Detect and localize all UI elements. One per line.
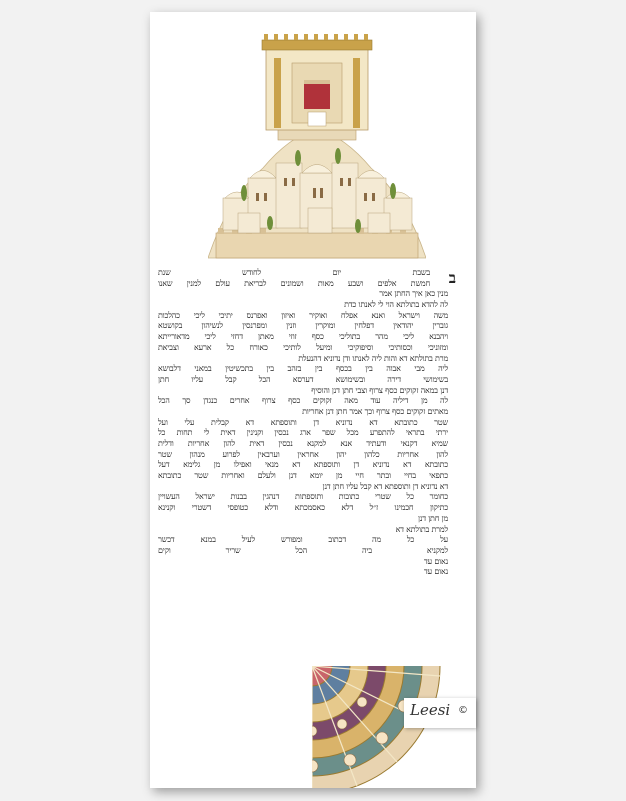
text-line: דנן במאה זקוקים כסף צרוף וצבי חתן דנן והוסיף [311,385,448,395]
text-line: מאתים זקוקים כסף צרוף וכך אמר חתן דנן אחריות [302,406,448,416]
text-line: ירתי בתראי להתפרע מכל שפר ארג נכסין וקנינין דאית לי תחות כל [158,428,448,438]
text-line: למרת בתולתא דא [395,524,448,534]
text-line: שטר כתובתא דא נדוניא דן ותוספתא דא קבלית עלי ועל [158,417,448,427]
brand-logo-badge [404,698,476,728]
ketubah-paper [150,12,476,788]
text-line: כחומר כל שטרי כתובות ותוספתות דנהגין בבנות ישראל העשויין [158,492,448,502]
text-line: למקניא ביה הכל שריר וקים [158,545,448,555]
text-line: משה וישראל ואנא אפלח ואוקיר ואיזון ואפרנס יתיכי ליכי כהלכות [158,310,448,320]
witness-line [158,567,448,578]
text-line: שמיא דקנאי ודעתיד אנא למקנא נכסין דאית להון אחריות ודלית [158,439,448,448]
text-line: לה מן דיליה עוד מאה זקוקים כסף צרוף אחרים כנגדן סך הכל [158,396,448,406]
text-line: על כל מה דכתוב ומפורש לעיל במנא דכשר [158,535,448,545]
text-line: גוברין יהודאין דפלחין ומוקרין וזנין ומפרנסין לנשיהון בקושטא [158,321,448,331]
text-line: מן חתן דנן [417,513,448,523]
text-line: מנין כאן איך החתן אמר [379,289,448,299]
text-line: ויהבנא ליכי מהר בתוליכי כסף זוזי מאתן דחזי ליכי מדאורייתא [158,332,448,342]
brand-name: Leesi [410,701,451,719]
text-line: כתיקון חכמינו ז״ל דלא כאסמכתא ודלא כטופסי דשטרי וקנינא [158,503,448,513]
text-line: לה להדא בתולתא הוי לי לאנתו כדת [344,300,448,310]
text-line: בשימושי דירה ובשימושא דערסא הכל קבל עליו חתן [158,374,448,384]
copyright-symbol: © [458,705,468,716]
ornamental-initial: ב [448,269,456,287]
witness-line [158,557,448,568]
text-line: כתובתא דא נדוניא דן ותוספתא דא מנאי ואפילו מן גלימא דעל [158,460,448,470]
jerusalem-temple-illustration [208,28,426,268]
witness-line-text: נאום עד [424,567,448,577]
text-line: ליה מבי אבוה בין בכסף בין בזהב בין בתכשיטין במאני דלבושא [158,364,448,374]
text-line: ומזוניכי וכסותיכי וסיפוקיכי ומיעל לותיכי כאורח כל ארעא וצביאת [158,342,448,352]
text-line: כתפאי בחיי ובתר חיי מן יומא דנן ולעלם ואחריות שטר כתובתא [158,471,448,481]
text-line: בשבת יום לחודש שנת [158,268,430,277]
witness-line-text: נאום עד [424,556,448,566]
text-line: דא נדוניא דן ותוספתא דא קבל עליו חתן דנן [322,481,448,491]
text-line: מרת בתולתא דא והות ליה לאנתו ודן נדוניא דהנעלת [298,353,448,363]
text-line: להון אחריות כלהון יהון אחראין וערבאין לפרוע מנהון שטר [158,449,448,459]
text-line: חמשת אלפים ושבע מאות ושמונים לבריאת עולם למנין שאנו [158,278,430,288]
ketubah-text [158,268,456,658]
